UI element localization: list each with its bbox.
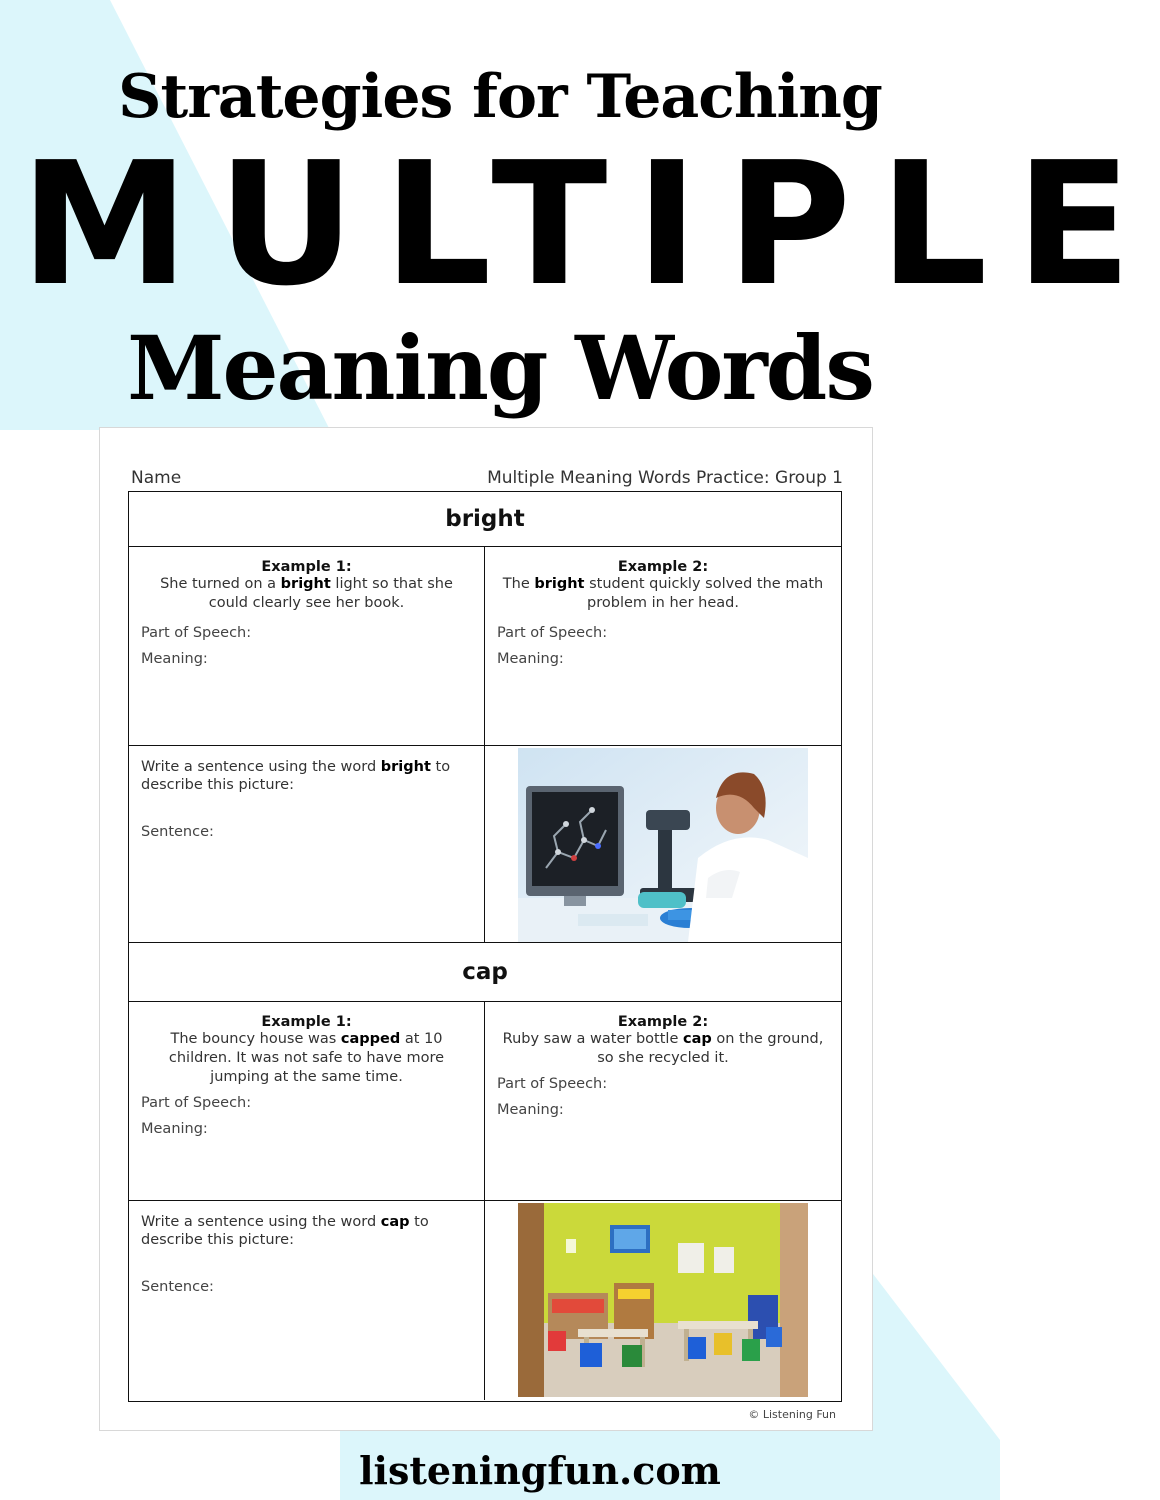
- meaning-label: Meaning:: [141, 651, 208, 667]
- word-block-bright: [128, 491, 842, 943]
- example-sentence: The bouncy house was capped at 10 children. It was not safe to have more jumping at the same time.: [168, 1031, 445, 1085]
- title-line-1: Strategies for Teaching: [118, 62, 882, 132]
- part-of-speech-label: Part of Speech:: [497, 625, 608, 641]
- part-of-speech-label: Part of Speech:: [141, 1095, 252, 1111]
- sentence-prompt: Write a sentence using the word cap to describe this picture:: [141, 1214, 429, 1248]
- example-2-cell: [485, 1002, 841, 1200]
- meaning-label: Meaning:: [497, 651, 564, 667]
- example-sentence: The bright student quickly solved the math problem in her head.: [502, 576, 824, 611]
- example-title: Example 2:: [617, 1014, 709, 1030]
- classroom-photo-icon: [518, 1203, 808, 1397]
- picture-row: [129, 1201, 841, 1400]
- target-word: bright: [280, 576, 331, 592]
- picture-cell: [485, 746, 841, 943]
- worksheet-preview: [100, 428, 872, 1430]
- scientist-microscope-photo-icon: [518, 748, 808, 942]
- word-heading: bright: [129, 492, 841, 547]
- title-line-3: Meaning Words: [127, 316, 873, 420]
- example-sentence: She turned on a bright light so that she could clearly see her book.: [160, 576, 453, 611]
- prompt-cell: [129, 1201, 485, 1400]
- example-1-cell: [129, 547, 485, 745]
- target-word: cap: [682, 1031, 712, 1047]
- word-block-cap: [128, 943, 842, 1402]
- picture-cell: [485, 1201, 841, 1400]
- sentence-prompt: Write a sentence using the word bright to describe this picture:: [141, 759, 451, 793]
- examples-row: [129, 1002, 841, 1201]
- examples-row: [129, 547, 841, 746]
- title-line-2: MULTIPLE: [20, 126, 1160, 324]
- example-title: Example 1:: [261, 559, 352, 575]
- site-url: listeningfun.com: [359, 1448, 721, 1493]
- prompt-cell: [129, 746, 485, 943]
- meaning-label: Meaning:: [497, 1102, 564, 1118]
- example-1-cell: [129, 1002, 485, 1200]
- example-sentence: Ruby saw a water bottle cap on the ground, so she recycled it.: [502, 1031, 824, 1066]
- name-label: Name: [131, 468, 182, 488]
- sentence-label: Sentence:: [141, 1279, 214, 1295]
- example-title: Example 1:: [261, 1014, 352, 1030]
- example-2-cell: [485, 547, 841, 745]
- target-word: bright: [534, 576, 585, 592]
- target-word: capped: [340, 1031, 401, 1047]
- word-heading: cap: [129, 943, 841, 1002]
- worksheet-title: Multiple Meaning Words Practice: Group 1: [487, 468, 843, 488]
- example-title: Example 2:: [617, 559, 709, 575]
- meaning-label: Meaning:: [141, 1121, 208, 1137]
- copyright-text: © Listening Fun: [748, 1408, 836, 1421]
- part-of-speech-label: Part of Speech:: [141, 625, 252, 641]
- sentence-label: Sentence:: [141, 824, 214, 840]
- part-of-speech-label: Part of Speech:: [497, 1076, 608, 1092]
- picture-row: [129, 746, 841, 943]
